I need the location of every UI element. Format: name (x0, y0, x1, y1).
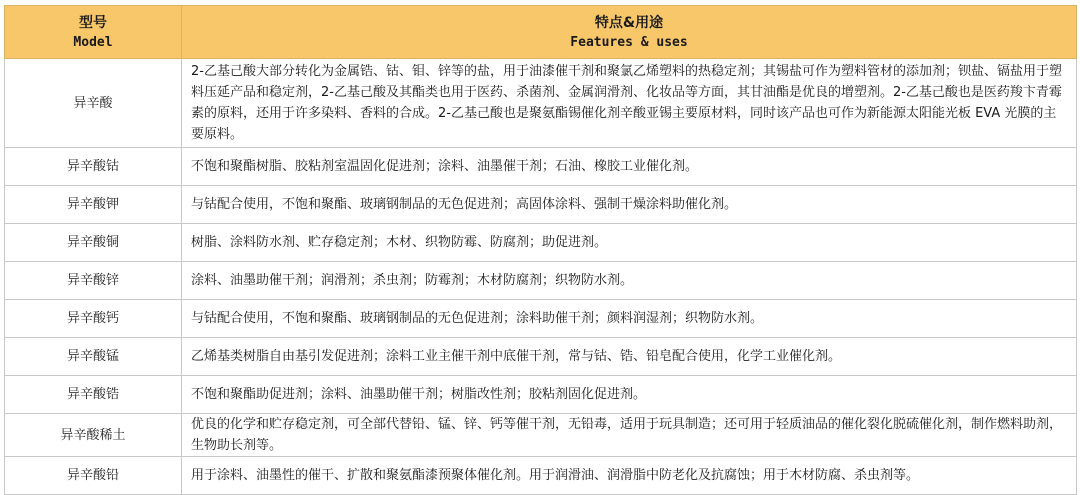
description-cell: 与钴配合使用，不饱和聚酯、玻璃钢制品的无色促进剂；涂料助催干剂；颜料润湿剂；织物防水剂。 (182, 300, 1077, 338)
description-cell: 乙烯基类树脂自由基引发促进剂；涂料工业主催干剂中底催干剂，常与钴、锆、铅皂配合使用，化学工业催化剂。 (182, 338, 1077, 376)
table-header-row (5, 6, 1077, 59)
header-features-en: Features & uses (570, 34, 688, 50)
header-features (182, 6, 1077, 59)
table-row (5, 414, 1077, 457)
table-row (5, 186, 1077, 224)
model-cell: 异辛酸稀土 (5, 414, 182, 457)
description-cell: 不饱和聚酯树脂、胶粘剂室温固化促进剂；涂料、油墨催干剂；石油、橡胶工业催化剂。 (182, 148, 1077, 186)
table-row (5, 338, 1077, 376)
description-cell: 用于涂料、油墨性的催干、扩散和聚氨酯漆预聚体催化剂。用于润滑油、润滑脂中防老化及抗腐蚀；用于木材防腐、杀虫剂等。 (182, 457, 1077, 495)
model-cell: 异辛酸 (5, 59, 182, 148)
model-cell: 异辛酸锆 (5, 376, 182, 414)
header-model-en: Model (73, 34, 113, 50)
model-cell: 异辛酸铅 (5, 457, 182, 495)
header-model (5, 6, 182, 59)
table-row (5, 262, 1077, 300)
description-cell: 涂料、油墨助催干剂；润滑剂；杀虫剂；防霉剂；木材防腐剂；织物防水剂。 (182, 262, 1077, 300)
table-row (5, 148, 1077, 186)
product-table (4, 5, 1077, 495)
table-row (5, 457, 1077, 495)
description-cell: 与钴配合使用，不饱和聚酯、玻璃钢制品的无色促进剂；高固体涂料、强制干燥涂料助催化剂。 (182, 186, 1077, 224)
table-row (5, 300, 1077, 338)
model-cell: 异辛酸钾 (5, 186, 182, 224)
header-features-cn: 特点&用途 (594, 14, 664, 31)
model-cell: 异辛酸锰 (5, 338, 182, 376)
model-cell: 异辛酸钙 (5, 300, 182, 338)
description-cell: 不饱和聚酯助促进剂；涂料、油墨助催干剂；树脂改性剂；胶粘剂固化促进剂。 (182, 376, 1077, 414)
table-row (5, 224, 1077, 262)
model-cell: 异辛酸铜 (5, 224, 182, 262)
table-row (5, 59, 1077, 148)
table-row (5, 376, 1077, 414)
description-cell: 树脂、涂料防水剂、贮存稳定剂；木材、织物防霉、防腐剂；助促进剂。 (182, 224, 1077, 262)
description-cell: 优良的化学和贮存稳定剂，可全部代替铅、锰、锌、钙等催干剂，无铅毒，适用于玩具制造；还可用于轻质油品的催化裂化脱硫催化剂，制作燃料助剂，生物助长剂等。 (182, 414, 1077, 457)
model-cell: 异辛酸锌 (5, 262, 182, 300)
product-table-container (4, 5, 1076, 495)
model-cell: 异辛酸钴 (5, 148, 182, 186)
header-model-cn: 型号 (79, 14, 107, 31)
description-cell: 2-乙基己酸大部分转化为金属锆、钴、钼、锌等的盐，用于油漆催干剂和聚氯乙烯塑料的热稳定剂；其锡盐可作为塑料管材的添加剂；钡盐、镉盐用于塑料压延产品和稳定剂，2-乙基己酸及其酯类也用于医药、杀菌剂、金属润滑剂、化妆品等方面，其甘油酯是优良的增塑剂。2-乙基己酸也是医药羧卞青霉素的原料，还用于许多染料、香料的合成。2-乙基己酸也是聚氨酯锡催化剂辛酸亚锡主要原材料，同时该产品也可作为新能源太阳能光板 EVA 光膜的主要原料。 (182, 59, 1077, 148)
